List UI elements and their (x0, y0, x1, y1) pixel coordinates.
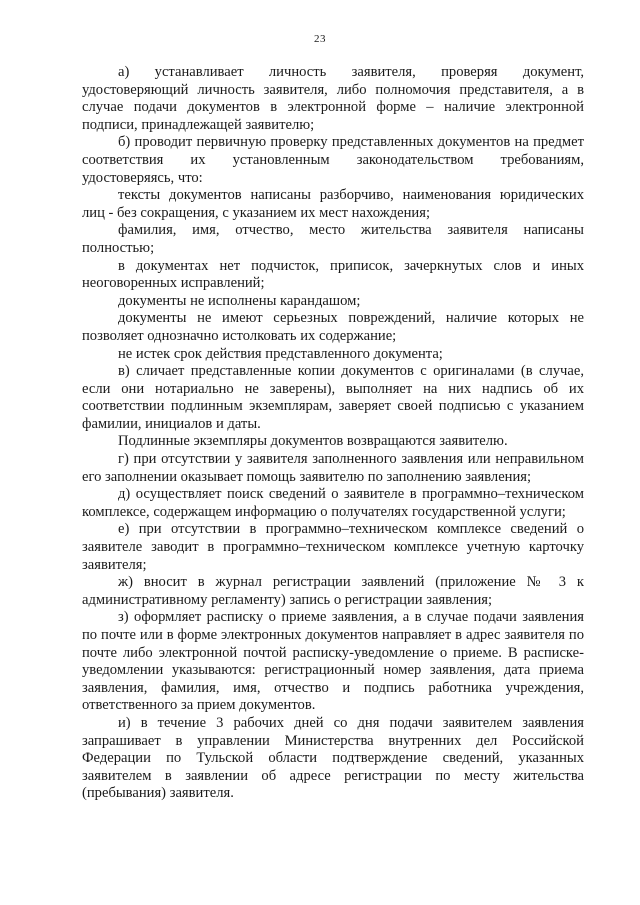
paragraph-b-item-6: не истек срок действия представленного документа; (118, 345, 443, 362)
paragraph-b-item-1: тексты документов написаны разборчиво, наименования юридических лиц - без сокращения, с указанием их мест нахождения; (82, 187, 584, 221)
paragraph-v: в) сличает представленные копии документов с оригиналами (в случае, если они нотариально не заверены), выполняет на них надпись об их соответствии подлинным экземплярам, заверяет своей подписью с указанием фамилии, инициалов и даты. (82, 363, 584, 432)
paragraph-d: д) осуществляет поиск сведений о заявителе в программно–техническом комплексе, содержащем информацию о получателях государственной услуги; (82, 486, 584, 520)
paragraph-a: а) устанавливает личность заявителя, проверяя документ, удостоверяющий личность заявителя, либо полномочия представителя, а в случае подачи документов в электронной форме – наличие электронной подписи, принадлежащей заявителю; (82, 64, 584, 133)
paragraph-zh: ж) вносит в журнал регистрации заявлений (приложение № 3 к административному регламенту) запись о регистрации заявления; (82, 574, 584, 608)
paragraph-b-item-2: фамилия, имя, отчество, место жительства заявителя написаны полностью; (82, 222, 584, 256)
paragraph-g: г) при отсутствии у заявителя заполненного заявления или неправильном его заполнении оказывает помощь заявителю по заполнению заявления; (82, 451, 584, 485)
paragraph-z: з) оформляет расписку о приеме заявления, а в случае подачи заявления по почте или в форме электронных документов направляет в адрес заявителя по почте либо электронной почтой расписку-уведомление о приеме. В расписке-уведомлении указываются: регистрационный номер заявления, дата приема заявления, фамилия, имя, отчество и подпись работника учреждения, ответственного за прием документов. (82, 609, 584, 714)
paragraph-i: и) в течение 3 рабочих дней со дня подачи заявителем заявления запрашивает в управлении Министерства внутренних дел Российской Федерации по Тульской области подтверждение сведений, указанных заявителем в заявлении об адресе регистрации по месту жительства (пребывания) заявителя. (82, 714, 584, 802)
paragraph-b-item-4: документы не исполнены карандашом; (118, 292, 361, 309)
paragraph-b: б) проводит первичную проверку представленных документов на предмет соответствия их установленным законодательством требованиям, удостоверяясь, что: (82, 134, 584, 186)
paragraph-b-item-3: в документах нет подчисток, приписок, зачеркнутых слов и иных неоговоренных исправлений; (82, 257, 584, 292)
page-number: 23 (314, 33, 326, 45)
paragraph-originals-returned: Подлинные экземпляры документов возвращаются заявителю. (118, 433, 508, 450)
document-body (82, 64, 584, 803)
paragraph-e: е) при отсутствии в программно–техническом комплексе сведений о заявителе заводит в программно–техническом комплексе учетную карточку заявителя; (82, 521, 584, 573)
paragraph-b-item-5: документы не имеют серьезных повреждений, наличие которых не позволяет однозначно истолковать их содержание; (82, 310, 584, 344)
